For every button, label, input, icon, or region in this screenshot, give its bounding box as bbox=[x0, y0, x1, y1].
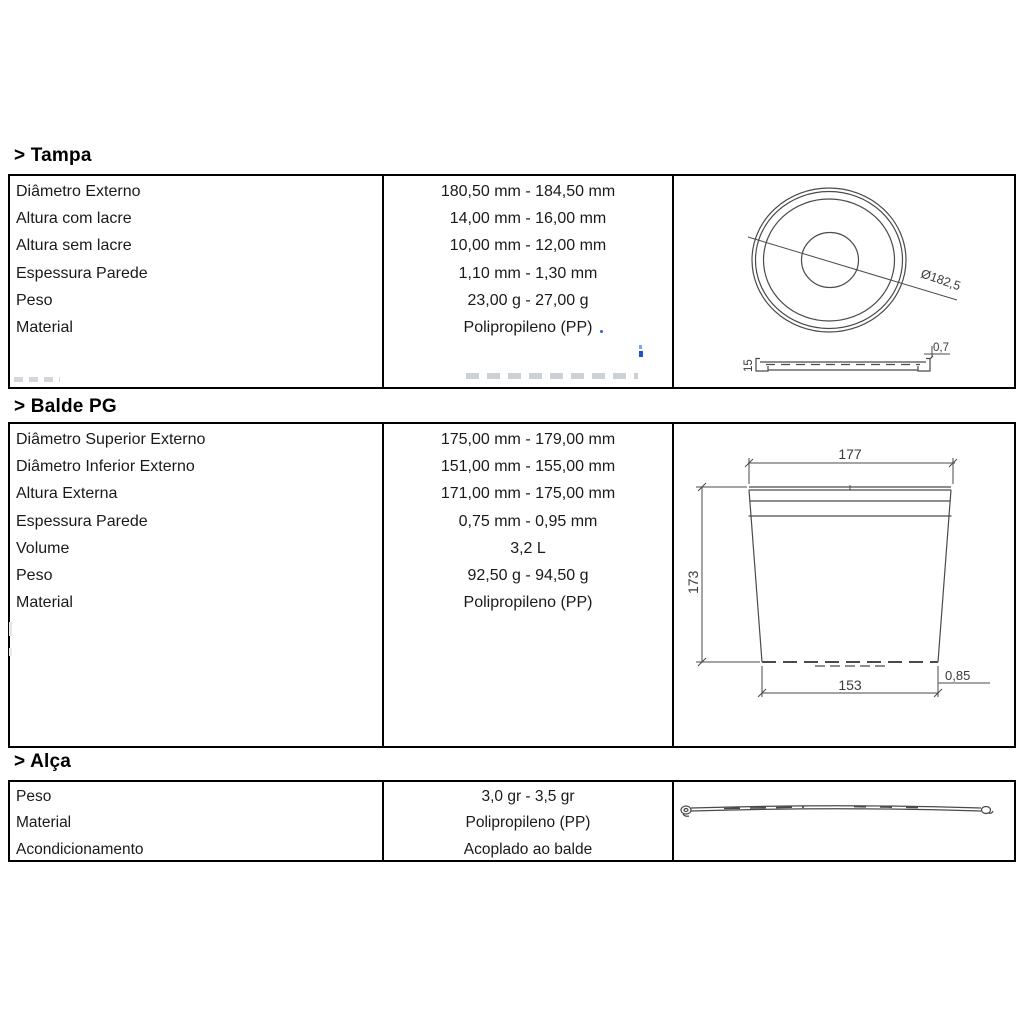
spec-label: Altura sem lacre bbox=[16, 237, 132, 255]
spec-label: Material bbox=[16, 814, 72, 832]
lid-drawing-cell bbox=[674, 176, 1014, 387]
section-title-balde-pg: > Balde PG bbox=[14, 396, 117, 417]
spec-value: 3,0 gr - 3,5 gr bbox=[481, 788, 575, 805]
spec-label: Diâmetro Externo bbox=[16, 183, 141, 200]
spec-label: Material bbox=[16, 318, 73, 336]
bucket-wall-thickness-dimension: 0,85 bbox=[945, 668, 971, 683]
faded-edge-mark bbox=[9, 648, 12, 656]
spec-value: 23,00 g - 27,00 g bbox=[467, 291, 589, 309]
spec-label: Diâmetro Inferior Externo bbox=[16, 458, 195, 476]
spec-value: Acoplado ao balde bbox=[463, 840, 593, 858]
spec-value: Polipropileno (PP) bbox=[463, 594, 593, 612]
spec-value: 10,00 mm - 12,00 mm bbox=[449, 237, 607, 255]
lid-profile-thickness-dimension: 0,7 bbox=[933, 342, 949, 354]
spec-label: Acondicionamento bbox=[16, 840, 144, 858]
bucket-top-width-dimension: 177 bbox=[838, 446, 862, 462]
spec-label: Peso bbox=[16, 291, 53, 309]
alca-spec-table bbox=[8, 780, 1016, 862]
bucket-technical-drawing bbox=[674, 424, 1016, 746]
tampa-spec-table bbox=[8, 174, 1016, 389]
balde-label-column bbox=[10, 424, 384, 746]
spec-value: 171,00 mm - 175,00 mm bbox=[440, 485, 616, 503]
spec-label: Peso bbox=[16, 788, 52, 805]
spec-value: 151,00 mm - 155,00 mm bbox=[440, 458, 616, 476]
blue-speck-artifact bbox=[600, 330, 603, 333]
spec-label: Altura Externa bbox=[16, 485, 118, 503]
spec-value: 175,00 mm - 179,00 mm bbox=[440, 431, 616, 448]
spec-label: Espessura Parede bbox=[16, 264, 148, 282]
spec-label: Volume bbox=[16, 539, 70, 557]
lid-technical-drawing bbox=[674, 176, 1016, 387]
faded-text-remnant bbox=[14, 377, 60, 382]
blue-cursor-artifact bbox=[639, 345, 642, 349]
lid-profile-height-dimension: 15 bbox=[743, 359, 755, 372]
handle-drawing-cell bbox=[674, 782, 1014, 860]
spec-value: Polipropileno (PP) bbox=[463, 318, 593, 336]
spec-value: 92,50 g - 94,50 g bbox=[467, 566, 589, 584]
faded-edge-mark bbox=[9, 622, 12, 636]
faded-text-remnant bbox=[466, 373, 638, 379]
bucket-bottom-width-dimension: 153 bbox=[838, 677, 862, 693]
spec-value: Polipropileno (PP) bbox=[465, 814, 591, 832]
blue-cursor-artifact bbox=[639, 351, 643, 357]
spec-label: Espessura Parede bbox=[16, 512, 148, 530]
alca-value-column bbox=[384, 782, 674, 860]
bucket-drawing-cell bbox=[674, 424, 1014, 746]
balde-spec-table bbox=[8, 422, 1016, 748]
handle-technical-drawing bbox=[674, 782, 1016, 860]
spec-value: 3,2 L bbox=[510, 539, 546, 557]
lid-diameter-dimension: Ø182,5 bbox=[919, 266, 963, 294]
section-title-tampa: > Tampa bbox=[14, 145, 92, 166]
spec-label: Altura com lacre bbox=[16, 210, 132, 228]
spec-value: 180,50 mm - 184,50 mm bbox=[440, 183, 616, 200]
spec-label: Diâmetro Superior Externo bbox=[16, 431, 206, 448]
spec-value: 14,00 mm - 16,00 mm bbox=[449, 210, 607, 228]
balde-value-column bbox=[384, 424, 674, 746]
spec-value: 1,10 mm - 1,30 mm bbox=[458, 264, 598, 282]
spec-value: 0,75 mm - 0,95 mm bbox=[458, 512, 598, 530]
tampa-label-column bbox=[10, 176, 384, 387]
tampa-value-column bbox=[384, 176, 674, 387]
bucket-height-dimension: 173 bbox=[685, 570, 701, 594]
spec-label: Material bbox=[16, 594, 73, 612]
alca-label-column bbox=[10, 782, 384, 860]
spec-label: Peso bbox=[16, 566, 53, 584]
section-title-alca: > Alça bbox=[14, 751, 72, 772]
